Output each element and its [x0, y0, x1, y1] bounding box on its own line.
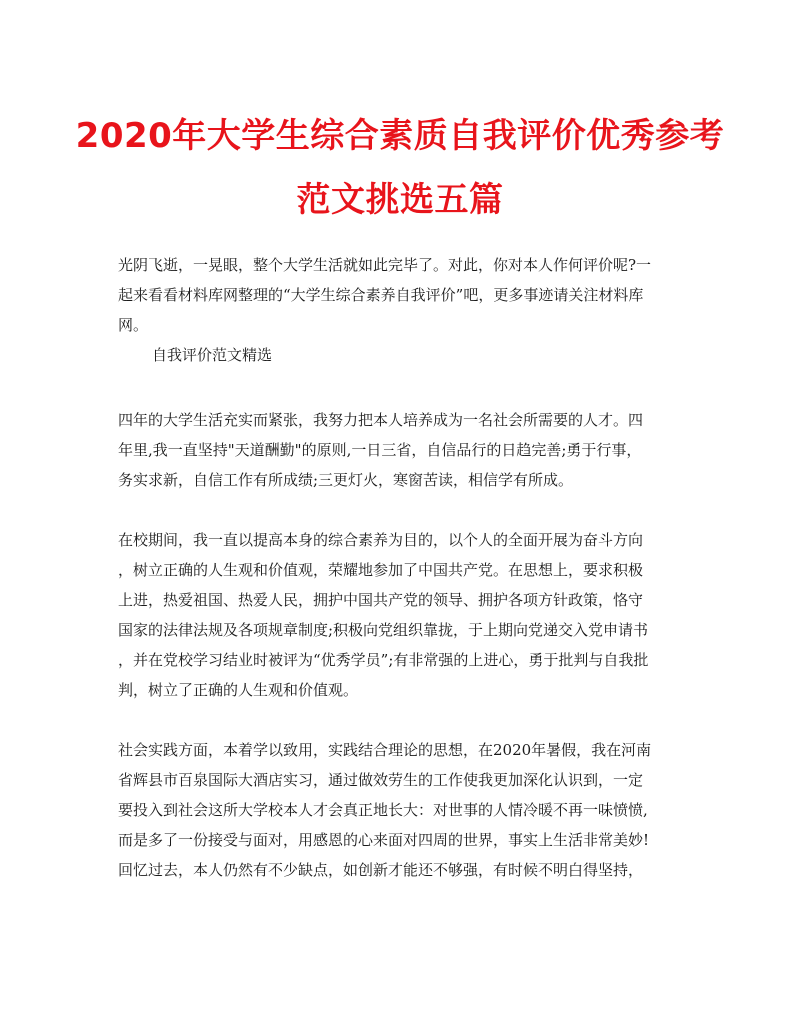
paragraph-line: 务实求新，自信工作有所成绩;三更灯火，寒窗苦读，相信学有所成。	[118, 471, 574, 489]
document-title-line-1: 2020年大学生综合素质自我评价优秀参考	[75, 116, 725, 156]
paragraph-line: 省辉县市百泉国际大酒店实习，通过做效劳生的工作使我更加深化认识到，一定	[118, 771, 644, 789]
section-subheading: 自我评价范文精选	[152, 346, 273, 364]
paragraph-line: 四年的大学生活充实而紧张，我努力把本人培养成为一名社会所需要的人才。四	[118, 411, 644, 429]
paragraph-line: ，树立正确的人生观和价值观，荣耀地参加了中国共产党。在思想上，要求积极	[118, 561, 644, 579]
paragraph-line: 而是多了一份接受与面对，用感恩的心来面对四周的世界，事实上生活非常美妙!	[118, 831, 650, 849]
intro-line: 光阴飞逝，一晃眼，整个大学生活就如此完毕了。对此，你对本人作何评价呢?一	[118, 256, 652, 274]
paragraph-line: 年里,我一直坚持"天道酬勤"的原则,一日三省，自信品行的日趋完善;勇于行事，	[118, 441, 642, 459]
paragraph-line: 回忆过去，本人仍然有不少缺点，如创新才能还不够强，有时候不明白得坚持，	[118, 861, 644, 879]
document-title-line-2: 范文挑选五篇	[296, 180, 504, 220]
intro-line: 起来看看材料库网整理的“大学生综合素养自我评价”吧，更多事迹请关注材料库	[118, 286, 644, 304]
paragraph-line: 要投入到社会这所大学校本人才会真正地长大：对世事的人情冷暖不再一味愤愤,	[118, 801, 648, 819]
paragraph-line: 判，树立了正确的人生观和价值观。	[118, 681, 359, 699]
paragraph-line: ，并在党校学习结业时被评为“优秀学员”;有非常强的上进心，勇于批判与自我批	[118, 651, 649, 669]
paragraph-line: 国家的法律法规及各项规章制度;积极向党组织靠拢，于上期向党递交入党申请书	[118, 621, 649, 639]
paragraph-line: 社会实践方面，本着学以致用，实践结合理论的思想，在2020年暑假，我在河南	[118, 741, 652, 759]
paragraph-line: 在校期间，我一直以提高本身的综合素养为目的，以个人的全面开展为奋斗方向	[118, 531, 644, 549]
intro-line: 网。	[118, 316, 149, 334]
paragraph-line: 上进，热爱祖国、热爱人民，拥护中国共产党的领导、拥护各项方针政策，恪守	[118, 591, 644, 609]
